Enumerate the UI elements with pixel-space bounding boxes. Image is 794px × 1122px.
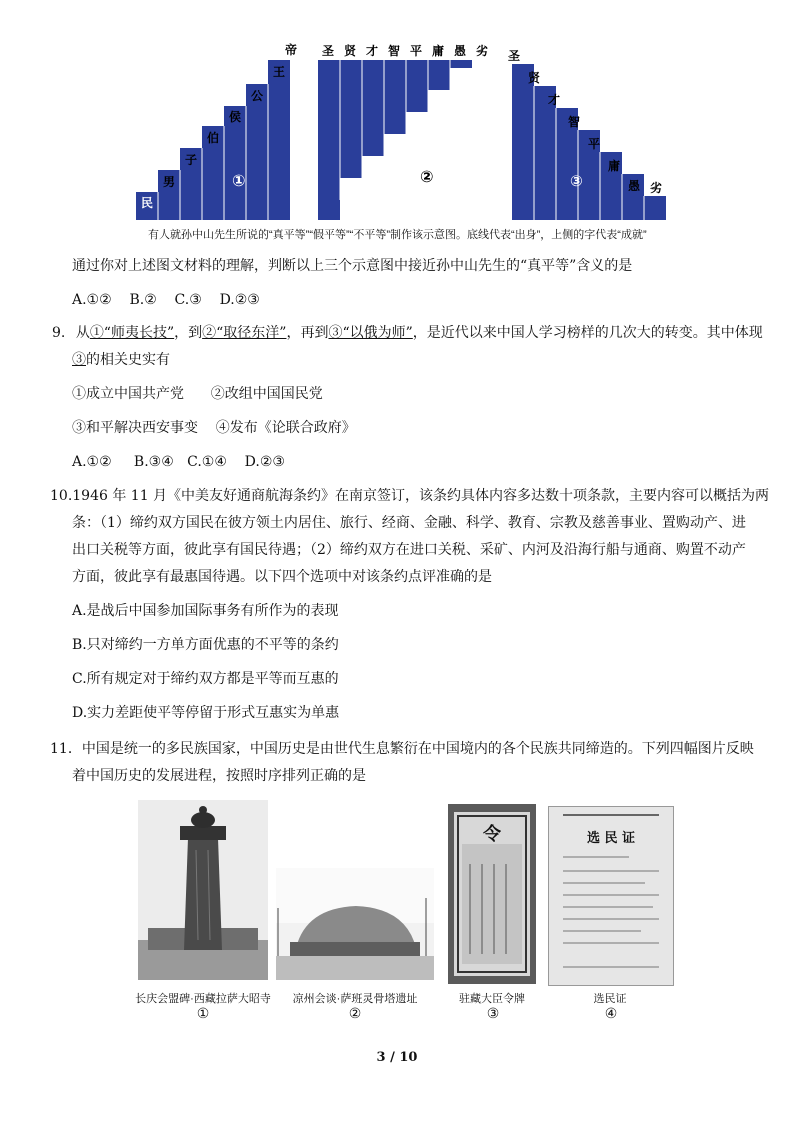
photo-number-1: ① (196, 1006, 210, 1022)
token-title: 令 (483, 824, 501, 845)
photo-caption-4: 选民证 (593, 993, 627, 1005)
svg-text:劣: 劣 (476, 44, 489, 58)
svg-text:劣: 劣 (650, 181, 663, 195)
svg-text:圣: 圣 (508, 49, 521, 63)
photo-caption-3: 驻藏大臣令牌 (459, 993, 525, 1005)
equality-diagram-svg (136, 40, 668, 220)
panel-1-labels (141, 196, 153, 210)
panel-1-number: ① (232, 171, 246, 190)
svg-text:愚: 愚 (454, 44, 467, 58)
q9-underline-1: ①“师夷长技” (89, 325, 175, 341)
step-label: 帝 (285, 43, 298, 57)
q10-option-d: D.实力差距使平等停留于形式互惠实为单惠 (72, 705, 340, 721)
svg-text:愚: 愚 (628, 179, 641, 193)
q8-stem: 通过你对上述图文材料的理解，判断以上三个示意图中接近孙中山先生的“真平等”含义的是 (72, 258, 633, 274)
step-label: 侯 (229, 110, 242, 124)
svg-text:庸: 庸 (608, 159, 621, 173)
q10-option-c: C.所有规定对于缔约双方都是平等而互惠的 (72, 671, 339, 687)
photo-number-3: ③ (486, 1006, 500, 1022)
svg-text:智: 智 (388, 44, 401, 58)
q10-option-b: B.只对缔约一方单方面优惠的不平等的条约 (72, 637, 339, 653)
q9-underline-3: ③“以俄为师” (328, 325, 413, 341)
q9-options: A.①② B.③④ C.①④ D.②③ (72, 454, 285, 470)
step-label: 公 (251, 89, 264, 103)
q9-items-2: ③和平解决西安事变 ④发布《论联合政府》 (72, 420, 356, 436)
svg-text:贤: 贤 (344, 44, 357, 58)
voter-card-title: 选 民 证 (586, 831, 636, 846)
q10-line3: 出口关税等方面，彼此享有国民待遇；（2）缔约双方在进口关税、采矿、内河及沿海行船与通商、购置不动产 (72, 542, 746, 558)
q9-line2: ③的相关史实有 (72, 352, 170, 368)
photo-caption-1: 长庆会盟碑·西藏拉萨大昭寺 (135, 993, 271, 1005)
step-label: 民 (141, 196, 154, 210)
svg-text:圣: 圣 (322, 44, 335, 58)
svg-text:智: 智 (568, 115, 581, 129)
panel-2-labels (322, 43, 488, 58)
step-label: 王 (273, 65, 286, 79)
panel-3-number: ③ (570, 172, 583, 190)
q10-option-a: A.是战后中国参加国际事务有所作为的表现 (72, 603, 339, 619)
svg-text:才: 才 (366, 44, 379, 58)
q9-line1: 9. 从①“师夷长技”，到②“取径东洋”，再到③“以俄为师”，是近代以来中国人学习榜样的几次大的转变。其中体现 (52, 325, 763, 341)
q9-items-1: ①成立中国共产党 ②改组中国国民党 (72, 386, 323, 402)
panel-2-number: ② (420, 167, 434, 186)
photo-voter-card (548, 806, 674, 986)
svg-text:平: 平 (588, 137, 601, 151)
q8-options: A.①② B.② C.③ D.②③ (72, 292, 260, 308)
q9-number: 9. (52, 325, 66, 341)
step-label: 子 (185, 153, 198, 167)
panel-2-pyramid (318, 60, 498, 220)
page-number: 3 / 10 (376, 1050, 418, 1065)
svg-text:贤: 贤 (528, 71, 541, 85)
photo-number-2: ② (348, 1006, 362, 1022)
photo-caption-2: 凉州会谈·萨班灵骨塔遗址 (292, 993, 418, 1005)
q11-line2: 着中国历史的发展进程，按照时序排列正确的是 (72, 768, 366, 784)
svg-text:才: 才 (548, 93, 561, 107)
q10-line2: 条：（1）缔约双方国民在彼方领土内居住、旅行、经商、金融、科学、教育、宗教及慈善事业、置购动产、进 (72, 515, 746, 531)
figure-caption: 有人就孙中山先生所说的“真平等”“假平等”“不平等”制作该示意图。底线代表“出身”，上侧的字代表“成就” (148, 229, 647, 241)
svg-text:庸: 庸 (432, 44, 445, 58)
photo-token (448, 804, 536, 984)
photo-stupa-ruins (276, 868, 434, 980)
step-label: 男 (163, 175, 176, 189)
q9-underline-2: ②“取径东洋” (202, 325, 287, 341)
step-label: 伯 (207, 131, 220, 145)
photo-stele (138, 800, 268, 980)
photo-number-4: ④ (604, 1006, 618, 1022)
svg-text:平: 平 (410, 44, 423, 58)
equality-diagram (136, 40, 668, 220)
q10-line4: 方面，彼此享有最惠国待遇。以下四个选项中对该条约点评准确的是 (72, 569, 492, 585)
q11-line1: 11．中国是统一的多民族国家，中国历史是由世代生息繁衍在中国境内的各个民族共同缔造的。下列四幅图片反映 (50, 741, 754, 757)
q10-line1: 10.1946 年 11 月《中美友好通商航海条约》在南京签订，该条约具体内容多达数十项条款，主要内容可以概括为两 (50, 488, 770, 504)
